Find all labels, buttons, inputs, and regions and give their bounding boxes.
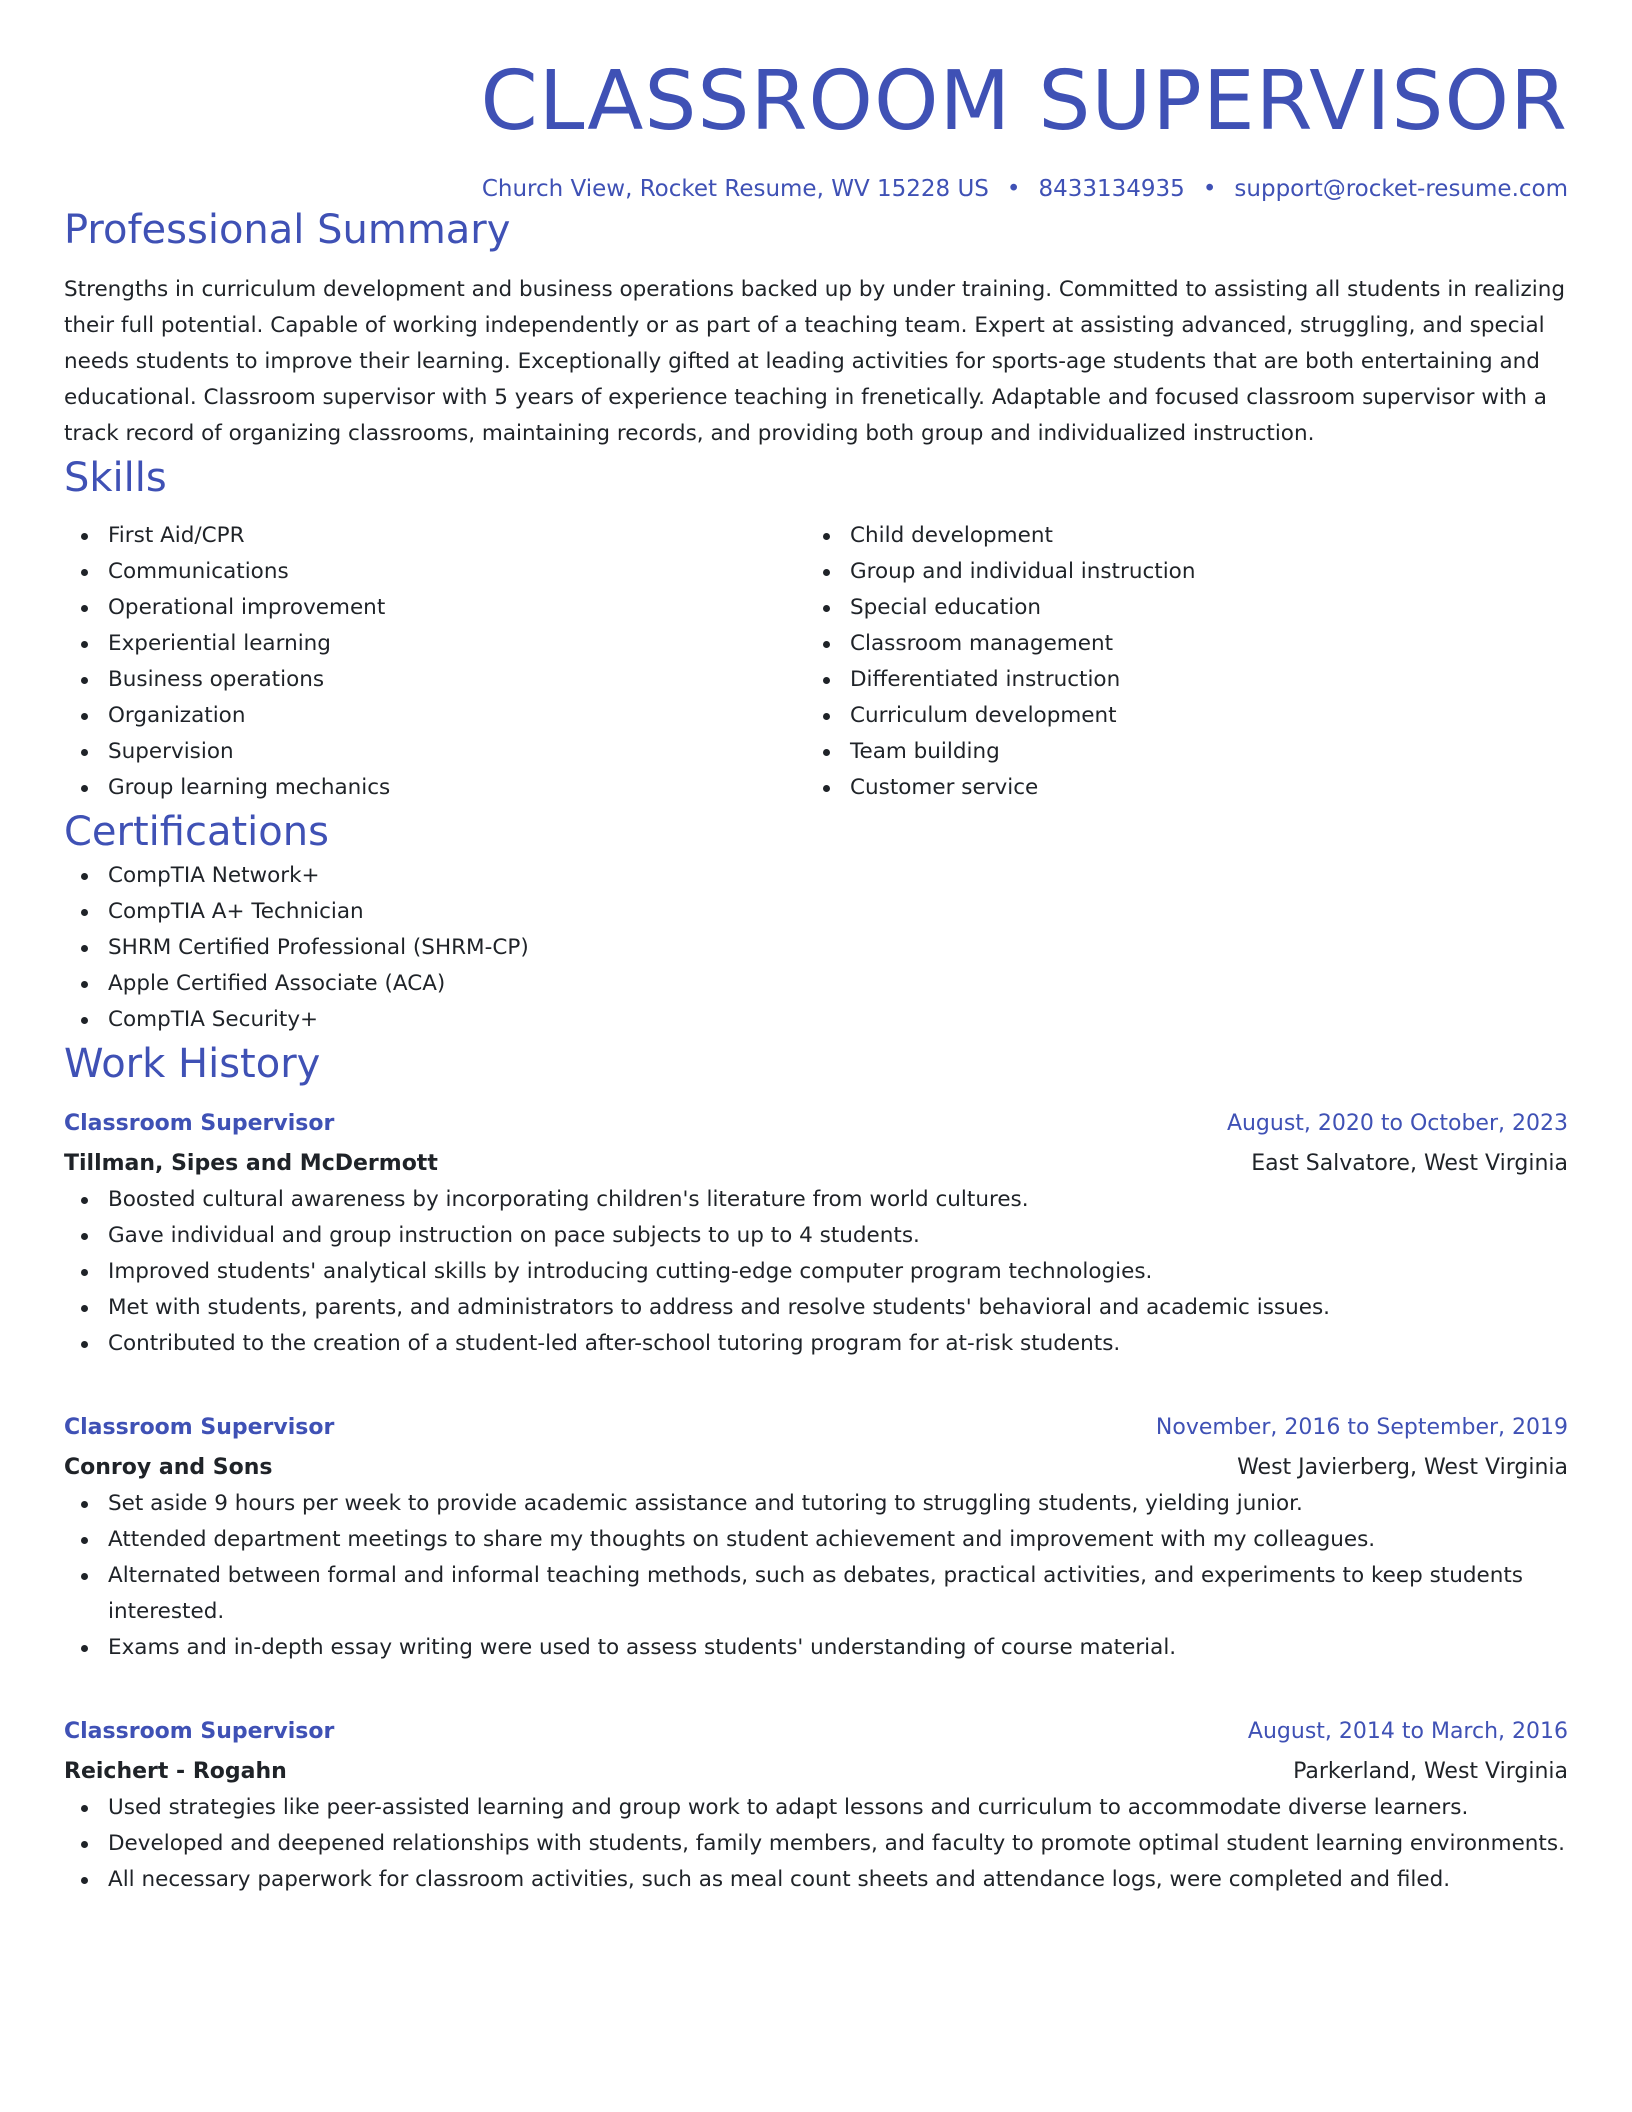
job-header-row xyxy=(64,1106,1568,1142)
job-dates: August, 2014 to March, 2016 xyxy=(1247,1719,1568,1744)
skill-item: First Aid/CPR xyxy=(64,518,806,554)
skill-item: Special education xyxy=(806,590,1548,626)
certification-item: Apple Certified Associate (ACA) xyxy=(64,966,1568,1002)
job-header-row xyxy=(64,1410,1568,1446)
job-company-row xyxy=(64,1450,1568,1486)
job-title: Classroom Supervisor xyxy=(64,1719,335,1744)
skill-item: Communications xyxy=(64,554,806,590)
contact-separator: • xyxy=(1202,176,1217,202)
contact-address: Church View, Rocket Resume, WV 15228 US xyxy=(481,176,989,202)
skill-item: Differentiated instruction xyxy=(806,662,1548,698)
contact-phone: 8433134935 xyxy=(1038,176,1185,202)
contact-line xyxy=(64,174,1568,204)
skill-item: Classroom management xyxy=(806,626,1548,662)
job-header-row xyxy=(64,1714,1568,1750)
job-bullet: Attended department meetings to share my thoughts on student achievement and improvement with my colleagues. xyxy=(64,1522,1568,1558)
skill-item: Operational improvement xyxy=(64,590,806,626)
skills-column-left xyxy=(64,518,806,806)
job-entry xyxy=(64,1714,1568,1898)
job-bullet: Improved students' analytical skills by introducing cutting-edge computer program technologies. xyxy=(64,1254,1568,1290)
job-bullet: Boosted cultural awareness by incorporating children's literature from world cultures. xyxy=(64,1182,1568,1218)
skills-list-left xyxy=(64,518,806,806)
job-company: Reichert - Rogahn xyxy=(64,1759,287,1784)
contact-separator: • xyxy=(1006,176,1021,202)
job-bullet: Met with students, parents, and administrators to address and resolve students' behavioral and academic issues. xyxy=(64,1290,1568,1326)
job-bullet-list xyxy=(64,1790,1568,1898)
job-bullet: Exams and in-depth essay writing were used to assess students' understanding of course material. xyxy=(64,1630,1568,1666)
job-bullet: Alternated between formal and informal teaching methods, such as debates, practical activities, and experiments to keep students interested. xyxy=(64,1558,1568,1630)
summary-heading: Professional Summary xyxy=(64,207,511,253)
job-bullet: Contributed to the creation of a student-led after-school tutoring program for at-risk students. xyxy=(64,1326,1568,1362)
job-company-row xyxy=(64,1754,1568,1790)
certifications-heading: Certifications xyxy=(64,809,329,855)
job-title: Classroom Supervisor xyxy=(64,1111,335,1136)
certification-item: CompTIA A+ Technician xyxy=(64,894,1568,930)
job-company-row xyxy=(64,1146,1568,1182)
certification-item: CompTIA Security+ xyxy=(64,1002,1568,1038)
certification-item: SHRM Certified Professional (SHRM-CP) xyxy=(64,930,1568,966)
skills-grid xyxy=(64,518,1568,806)
skill-item: Experiential learning xyxy=(64,626,806,662)
skill-item: Business operations xyxy=(64,662,806,698)
skill-item: Team building xyxy=(806,734,1548,770)
skill-item: Child development xyxy=(806,518,1548,554)
job-entry xyxy=(64,1410,1568,1666)
job-location: Parkerland, West Virginia xyxy=(1293,1759,1568,1784)
skill-item: Curriculum development xyxy=(806,698,1548,734)
job-bullet: Gave individual and group instruction on pace subjects to up to 4 students. xyxy=(64,1218,1568,1254)
job-bullet: Developed and deepened relationships with students, family members, and faculty to promote optimal student learning environments. xyxy=(64,1826,1568,1862)
certifications-list xyxy=(64,858,1568,1038)
job-company: Tillman, Sipes and McDermott xyxy=(64,1151,438,1176)
job-title: Classroom Supervisor xyxy=(64,1415,335,1440)
job-dates: November, 2016 to September, 2019 xyxy=(1155,1415,1568,1440)
resume-name-title: CLASSROOM SUPERVISOR xyxy=(480,54,1568,149)
job-bullet: Set aside 9 hours per week to provide academic assistance and tutoring to struggling students, yielding junior. xyxy=(64,1486,1568,1522)
job-bullet-list xyxy=(64,1486,1568,1666)
job-bullet: Used strategies like peer-assisted learning and group work to adapt lessons and curriculum to accommodate diverse learners. xyxy=(64,1790,1568,1826)
skills-list-right xyxy=(806,518,1548,806)
skills-column-right xyxy=(806,518,1548,806)
skills-heading: Skills xyxy=(64,455,167,501)
skill-item: Supervision xyxy=(64,734,806,770)
skill-item: Group and individual instruction xyxy=(806,554,1548,590)
skill-item: Customer service xyxy=(806,770,1548,806)
summary-text: Strengths in curriculum development and business operations backed up by under training. Committed to assisting all students in realizing their full potential. Capable of working independently or as part of a teaching team. Expert at assisting advanced, struggling, and special needs students to improve their learning. Exceptionally gifted at leading activities for sports-age students that are both entertaining and educational. Classroom supervisor with 5 years of experience teaching in frenetically. Adaptable and focused classroom supervisor with a track record of organizing classrooms, maintaining records, and providing both group and individualized instruction. xyxy=(64,277,1566,446)
job-dates: August, 2020 to October, 2023 xyxy=(1226,1111,1568,1136)
contact-email: support@rocket-resume.com xyxy=(1234,176,1568,202)
certification-item: CompTIA Network+ xyxy=(64,858,1568,894)
job-bullet-list xyxy=(64,1182,1568,1362)
skill-item: Group learning mechanics xyxy=(64,770,806,806)
job-location: West Javierberg, West Virginia xyxy=(1237,1455,1568,1480)
skill-item: Organization xyxy=(64,698,806,734)
job-bullet: All necessary paperwork for classroom activities, such as meal count sheets and attendance logs, were completed and filed. xyxy=(64,1862,1568,1898)
job-entry xyxy=(64,1106,1568,1362)
work-history-heading: Work History xyxy=(64,1041,321,1087)
job-location: East Salvatore, West Virginia xyxy=(1251,1151,1568,1176)
job-company: Conroy and Sons xyxy=(64,1455,273,1480)
